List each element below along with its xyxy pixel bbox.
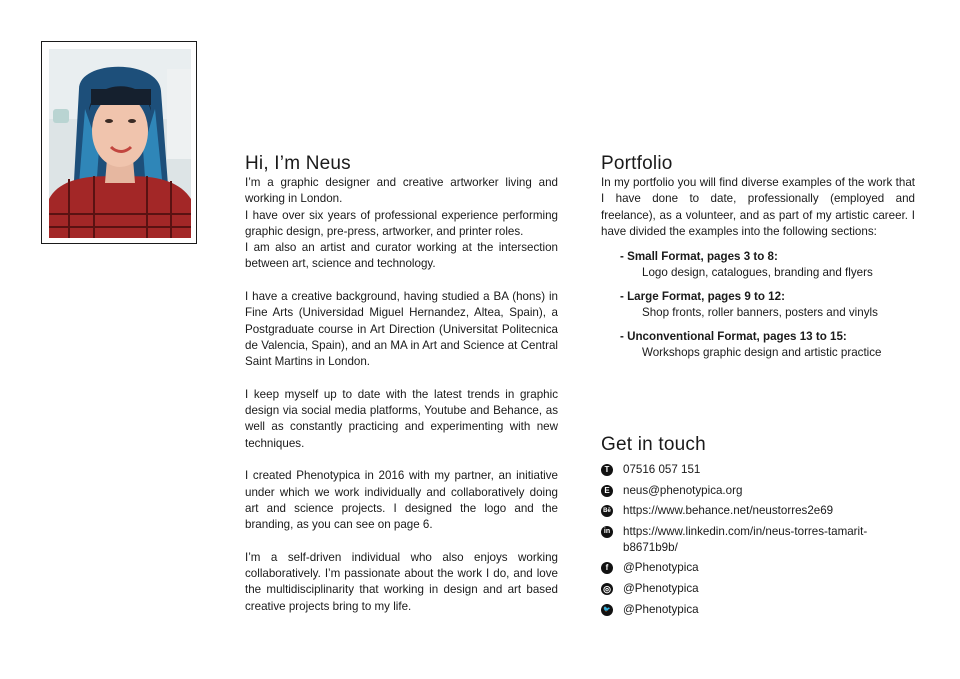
- portfolio-section-item: [601, 329, 915, 361]
- portfolio-section-item: [601, 289, 915, 321]
- contact-text: @Phenotypica: [623, 581, 699, 595]
- about-paragraph: I have a creative background, having studied a BA (hons) in Fine Arts (Universidad Miguel Hernandez, Altea, Spain), a Postgraduate course in Art Direction (Universitat Politecnica de Valencia, Spain), and an MA in Art and Science at Central Saint Martins in London.: [245, 290, 558, 369]
- phone-icon: T: [601, 464, 613, 476]
- contact-instagram[interactable]: [601, 581, 917, 597]
- contact-behance[interactable]: [601, 503, 917, 519]
- section-title: - Small Format, pages 3 to 8:: [620, 250, 778, 264]
- contact-text: @Phenotypica: [623, 561, 699, 575]
- facebook-icon: f: [601, 562, 613, 574]
- portfolio-section: [601, 153, 915, 369]
- portfolio-section-list: [601, 249, 915, 361]
- portfolio-section-item: [601, 249, 915, 281]
- contact-list: [601, 462, 917, 618]
- portfolio-title: Portfolio: [601, 153, 673, 174]
- email-icon: E: [601, 485, 613, 497]
- contact-text: 07516 057 151: [623, 463, 701, 476]
- about-title: Hi, I’m Neus: [245, 153, 351, 174]
- about-paragraph: I am also an artist and curator working at the intersection between art, science and technology.: [245, 241, 558, 271]
- contact-text: neus@phenotypica.org: [623, 483, 743, 497]
- twitter-icon: 🐦: [601, 604, 613, 616]
- profile-photo: [49, 49, 191, 238]
- contact-text: https://www.linkedin.com/in/neus-torres-tamarit-b8671b9b/: [623, 524, 868, 554]
- behance-icon: Bē: [601, 505, 613, 517]
- contact-phone[interactable]: [601, 462, 917, 478]
- section-title: - Large Format, pages 9 to 12:: [620, 290, 785, 304]
- section-title: - Unconventional Format, pages 13 to 15:: [620, 330, 847, 344]
- section-description: Workshops graphic design and artistic practice: [642, 346, 882, 360]
- about-paragraph: I have over six years of professional experience performing graphic design, pre-press, artworker, and printer roles.: [245, 208, 558, 238]
- contact-title: Get in touch: [601, 434, 706, 455]
- contact-facebook[interactable]: [601, 560, 917, 576]
- profile-photo-frame: [41, 41, 197, 244]
- instagram-icon: ◎: [601, 583, 613, 595]
- about-paragraph: I keep myself up to date with the latest trends in graphic design via social media platforms, Youtube and Behance, as well as constantly practicing and experimenting with new techniques.: [245, 387, 558, 450]
- contact-text: @Phenotypica: [623, 602, 699, 616]
- section-description: Shop fronts, roller banners, posters and vinyls: [642, 306, 878, 320]
- contact-twitter[interactable]: [601, 602, 917, 618]
- about-section: [245, 153, 558, 615]
- about-paragraph: I created Phenotypica in 2016 with my partner, an initiative under which we work individually and collaboratively doing art and science projects. I designed the logo and the branding, as you can see on page 6.: [245, 469, 558, 532]
- contact-section: [601, 434, 917, 622]
- section-description: Logo design, catalogues, branding and flyers: [642, 266, 873, 280]
- about-paragraph: I’m a graphic designer and creative artworker living and working in London.: [245, 176, 558, 206]
- linkedin-icon: in: [601, 526, 613, 538]
- contact-email[interactable]: [601, 483, 917, 499]
- contact-text: https://www.behance.net/neustorres2e69: [623, 504, 834, 518]
- contact-linkedin[interactable]: [601, 524, 917, 556]
- about-paragraph: I’m a self-driven individual who also enjoys working collaboratively. I’m passionate about the work I do, and love the multidisciplinarity that working in design and art based creative projects bring to my life.: [245, 550, 558, 613]
- portfolio-intro: In my portfolio you will find diverse examples of the work that I have done to date, professionally (employed and freelance), as a volunteer, and as part of my artistic career. I have divided the examples into the following sections:: [601, 176, 915, 238]
